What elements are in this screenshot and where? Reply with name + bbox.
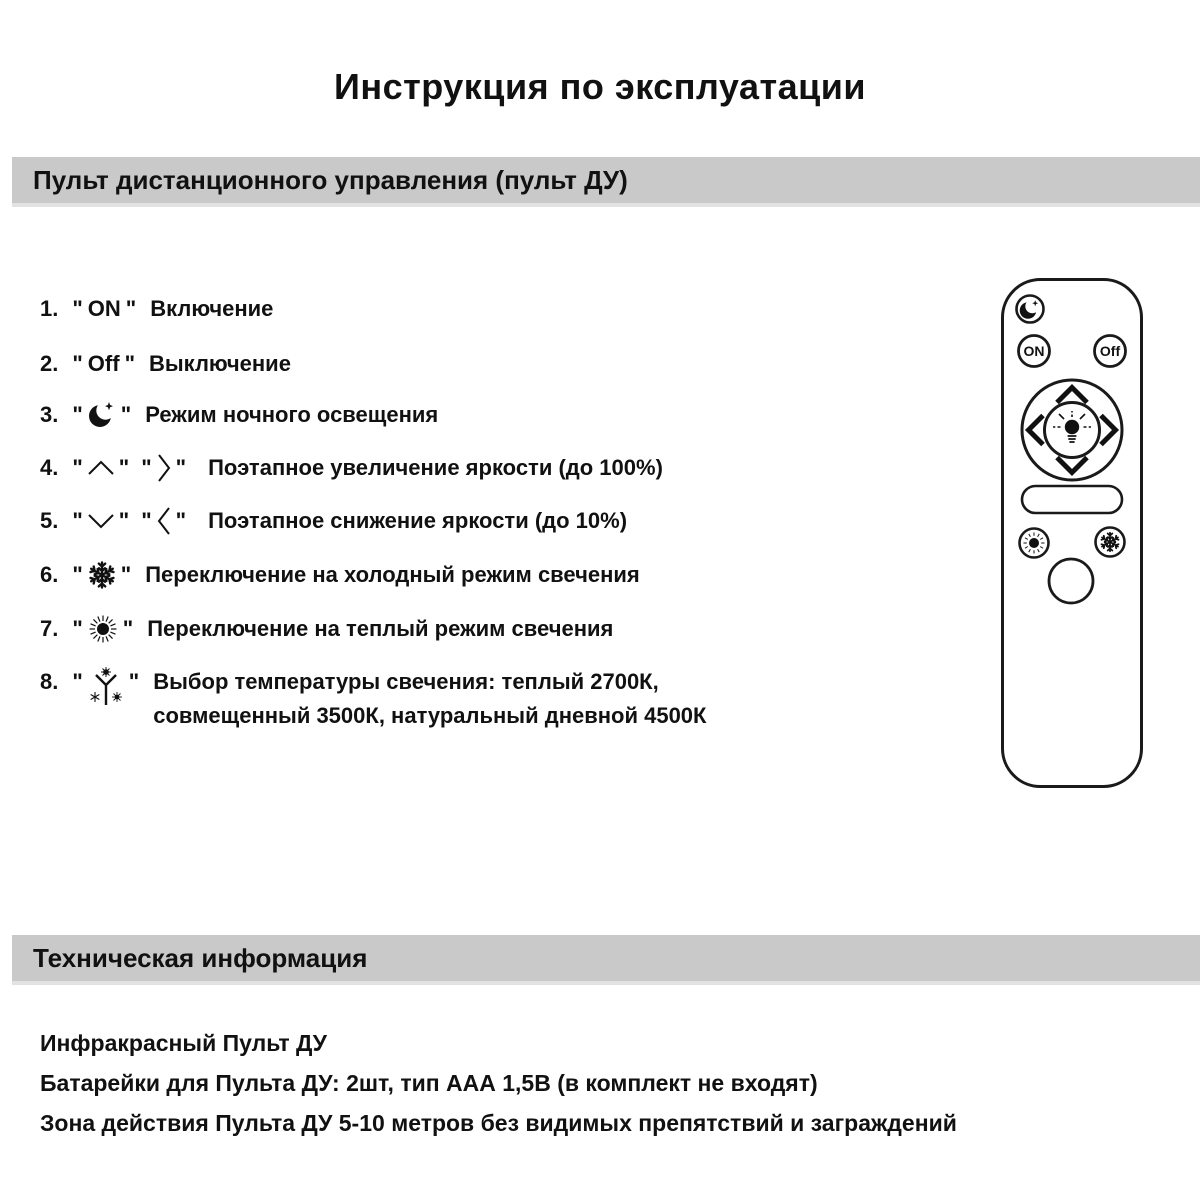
quote-mark: " [141, 455, 152, 480]
quote-mark: " [175, 455, 187, 480]
item-number: 5. [40, 508, 59, 533]
quote-mark: " [124, 351, 135, 376]
quote-mark: " [120, 402, 132, 427]
button-key-label: ON [87, 296, 121, 321]
item-text-line-1: Выбор температуры свечения: теплый 2700К, [153, 669, 659, 694]
chevron-right-icon [156, 451, 172, 485]
item-text: Включение [150, 296, 274, 321]
item-number: 7. [40, 616, 59, 641]
remote-dpad [1022, 380, 1122, 480]
quote-mark: " [72, 669, 83, 694]
quote-mark: " [125, 296, 137, 321]
item-number: 2. [40, 351, 59, 376]
remote-night-mode-button [1017, 296, 1044, 323]
item-text: Поэтапное увеличение яркости (до 100%) [208, 455, 663, 480]
remote-cold-mode-button [1096, 528, 1125, 557]
chevron-down-icon [87, 512, 115, 530]
item-number: 1. [40, 296, 59, 321]
remote-warm-mode-button [1020, 529, 1049, 558]
quote-mark: " [141, 508, 152, 533]
remote-round-blank-button [1049, 559, 1093, 603]
quote-mark: " [118, 455, 130, 480]
item-text: Режим ночного освещения [145, 402, 439, 427]
temperature-select-icon [87, 667, 125, 707]
snowflake-icon [87, 560, 117, 590]
quote-mark: " [72, 402, 83, 427]
quote-mark: " [122, 616, 134, 641]
tech-line-2: Батарейки для Пульта ДУ: 2шт, тип ААА 1,5В (в комплект не входят) [40, 1070, 818, 1096]
list-item-8 [40, 665, 706, 733]
quote-mark: " [118, 508, 130, 533]
quote-mark: " [72, 508, 83, 533]
item-text: Переключение на теплый режим свечения [147, 616, 614, 641]
remote-pill-button [1022, 486, 1122, 513]
list-item-6 [40, 558, 640, 592]
button-key-label: Off [87, 351, 120, 376]
item-text: Переключение на холодный режим свечения [145, 562, 640, 587]
tech-line-1: Инфракрасный Пульт ДУ [40, 1030, 327, 1056]
warm-sun-icon [87, 613, 119, 645]
item-number: 4. [40, 455, 59, 480]
page-title: Инструкция по эксплуатации [333, 66, 867, 107]
quote-mark: " [175, 508, 187, 533]
remote-off-button [1095, 336, 1126, 367]
remote-on-button [1019, 336, 1050, 367]
crescent-moon-icon [87, 400, 117, 430]
remote-off-label: Off [1099, 343, 1121, 359]
item-number: 8. [40, 669, 59, 694]
list-item-2 [40, 347, 291, 381]
quote-mark: " [72, 562, 83, 587]
item-number: 3. [40, 402, 59, 427]
quote-mark: " [72, 455, 83, 480]
chevron-up-icon [87, 459, 115, 477]
list-item-3 [40, 398, 438, 432]
list-item-7 [40, 612, 613, 646]
item-number: 6. [40, 562, 59, 587]
item-text-line-2: совмещенный 3500К, натуральный дневной 4500К [153, 703, 707, 728]
list-item-4 [40, 451, 663, 485]
remote-control-illustration [1000, 277, 1144, 794]
tech-line-3: Зона действия Пульта ДУ 5-10 метров без видимых препятствий и заграждений [40, 1110, 957, 1136]
quote-mark: " [72, 296, 83, 321]
quote-mark: " [120, 562, 132, 587]
section-heading-remote: Пульт дистанционного управления (пульт ДУ) [12, 157, 1200, 207]
item-text: Поэтапное снижение яркости (до 10%) [208, 508, 628, 533]
quote-mark: " [128, 669, 140, 694]
list-item-1 [40, 292, 273, 326]
quote-mark: " [72, 351, 83, 376]
item-text [153, 665, 706, 733]
item-text: Выключение [149, 351, 291, 376]
remote-on-label: ON [1023, 343, 1045, 359]
list-item-5 [40, 504, 627, 538]
chevron-left-icon [156, 504, 172, 538]
quote-mark: " [72, 616, 83, 641]
section-heading-tech: Техническая информация [12, 935, 1200, 985]
